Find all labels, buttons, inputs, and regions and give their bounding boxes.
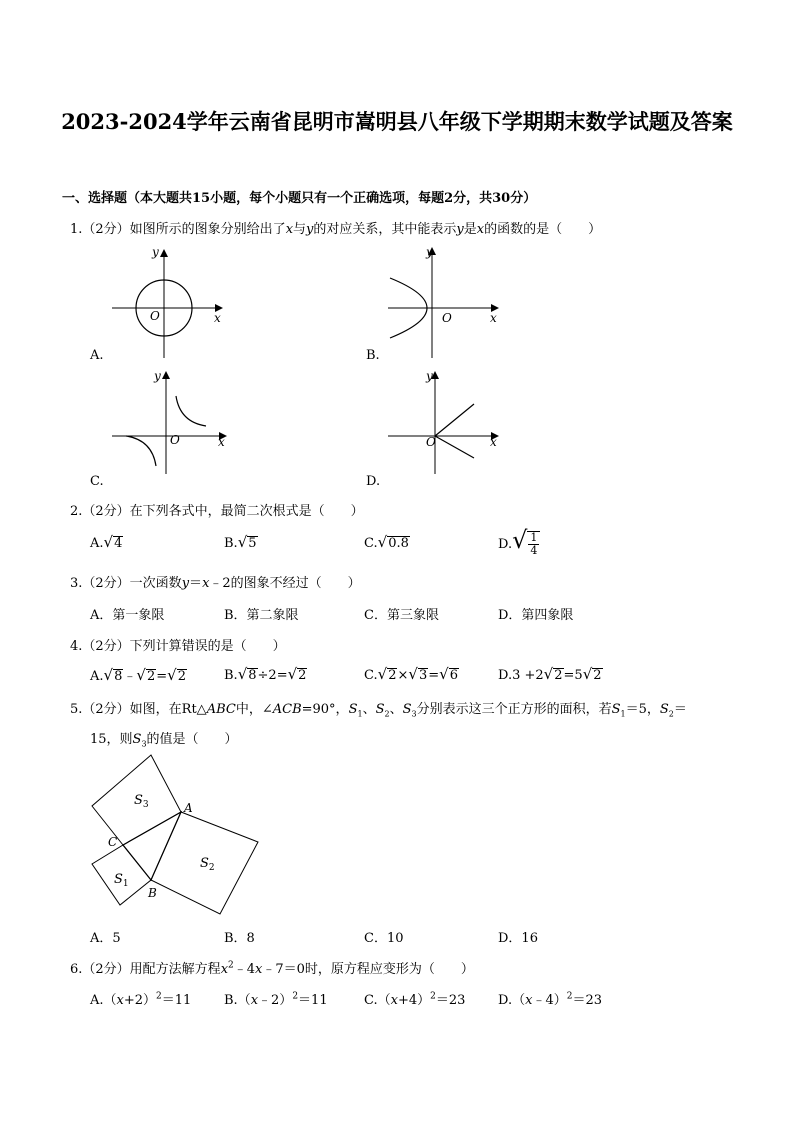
- question-4-stem: 4.（2分）下列计算错误的是（ ）: [70, 639, 286, 654]
- q4-option-a: A.√8﹣√2=√2: [90, 666, 186, 684]
- subscript: 1: [620, 709, 626, 719]
- option-label: D.: [498, 668, 513, 683]
- option-b-label: B.: [366, 348, 380, 363]
- question-2-stem: 2.（2分）在下列各式中，最简二次根式是（ ）: [70, 504, 364, 519]
- q6-text: ﹣7＝0时，原方程应变形为（ ）: [262, 962, 474, 977]
- option-label: B.: [224, 668, 238, 683]
- var-y: y: [456, 222, 464, 237]
- s2-label: $S_2$: [200, 856, 215, 873]
- radicand: 3: [418, 668, 428, 683]
- option-label: D.: [498, 537, 513, 552]
- radicand: 8: [248, 668, 257, 683]
- q5-text: ＝5，: [625, 702, 660, 717]
- q5-option-a: A．5: [90, 931, 121, 946]
- q5-text: =90°，: [301, 702, 349, 717]
- q1-text: 1.（2分）如图所示的图象分别给出了: [70, 222, 286, 237]
- question-3-stem: [70, 572, 361, 591]
- graph-b: [380, 242, 520, 362]
- question-1-stem: [70, 218, 601, 237]
- q4-option-b: B.√8÷2=√2: [224, 665, 307, 683]
- option-c-label: C.: [90, 474, 104, 489]
- var-s: S: [375, 702, 385, 717]
- operator: =: [156, 669, 168, 684]
- subscript: 2: [384, 709, 390, 719]
- option-label: B.（: [224, 993, 251, 1008]
- var-x: x: [255, 962, 263, 977]
- radicand: 2: [554, 668, 563, 683]
- q6-text: ﹣2）: [258, 993, 293, 1008]
- q6-option-c: [364, 989, 465, 1008]
- radicand: 2: [177, 669, 186, 684]
- q6-text: ﹣4: [233, 962, 256, 977]
- axis-x-label: x: [490, 311, 497, 325]
- superscript: 2: [566, 991, 573, 1002]
- operator: =5: [563, 668, 583, 683]
- q3-option-d: D．第四象限: [498, 608, 574, 623]
- q5-text: 分别表示这三个正方形的面积，若: [416, 702, 612, 717]
- var-x: x: [390, 993, 398, 1008]
- q3-text: ＝: [189, 576, 203, 591]
- option-label: B.: [224, 536, 238, 551]
- operator: 3 +2: [512, 668, 544, 683]
- q1-text: 是: [463, 222, 477, 237]
- fraction-denominator: 4: [530, 544, 538, 557]
- option-label: D.（: [498, 993, 526, 1008]
- page-title: 2023-2024学年云南省昆明市嵩明县八年级下学期期末数学试题及答案: [61, 109, 733, 134]
- axis-y-label: y: [426, 369, 433, 383]
- radicand: 2: [146, 669, 156, 684]
- q2-option-c: C.√0.8: [364, 533, 409, 551]
- option-label: A.: [90, 536, 104, 551]
- axis-y-label: y: [154, 369, 161, 383]
- axis-y-label: y: [426, 245, 433, 259]
- question-5-line-2: [90, 728, 238, 749]
- q5-option-d: D．16: [498, 931, 538, 946]
- q1-text: 的对应关系，其中能表示: [313, 222, 457, 237]
- s3-label: $S_3$: [134, 793, 149, 810]
- axis-x-label: x: [218, 435, 225, 449]
- q5-text: 、: [389, 702, 403, 717]
- triangle-abc: [123, 812, 181, 880]
- var-s: S: [348, 702, 358, 717]
- subscript: 1: [357, 709, 363, 719]
- section-heading: 一、选择题（本大题共15小题，每个小题只有一个正确选项，每题2分，共30分）: [62, 191, 537, 206]
- var-x: x: [476, 222, 485, 237]
- option-label: C.: [364, 668, 378, 683]
- axis-x-label: x: [214, 311, 221, 325]
- q6-option-a: [90, 989, 191, 1008]
- q6-text: ＝11: [161, 993, 192, 1008]
- q3-text: ﹣2的图象不经过（ ）: [209, 576, 361, 591]
- q3-option-a: A．第一象限: [90, 608, 165, 623]
- var-x: x: [285, 222, 294, 237]
- var-s: S: [611, 702, 621, 717]
- radicand: 5: [248, 536, 257, 551]
- option-a-label: A.: [90, 348, 104, 363]
- radicand: 0.8: [388, 536, 409, 551]
- subscript: 2: [668, 709, 674, 719]
- point-c-label: C: [108, 835, 118, 849]
- q5-option-b: B．8: [224, 931, 255, 946]
- q5-text: ABC: [206, 702, 236, 717]
- operator: ×: [397, 668, 409, 683]
- var-x: x: [250, 993, 259, 1008]
- axis-y-label: y: [152, 245, 159, 259]
- q6-text: 6.（2分）用配方法解方程: [70, 962, 221, 977]
- option-label: A.: [90, 669, 104, 684]
- radicand: 2: [298, 668, 307, 683]
- origin-label: O: [426, 435, 436, 449]
- q2-option-d: D.√ $\frac{1}{4}$: [498, 526, 540, 557]
- point-b-label: B: [148, 886, 157, 900]
- q4-option-d: D.3 +2√2=5√2: [498, 665, 602, 683]
- option-label: A.（: [90, 993, 117, 1008]
- q6-text: ﹣4）: [532, 993, 567, 1008]
- q5-text: 的值是（ ）: [146, 732, 238, 747]
- q5-text: 、: [362, 702, 376, 717]
- superscript: 2: [430, 991, 436, 1002]
- graph-d: [380, 366, 520, 476]
- q5-text: ＝: [673, 702, 687, 717]
- operator: ﹣: [123, 669, 137, 684]
- graph-a: [100, 242, 240, 362]
- radicand: 8: [114, 669, 123, 684]
- superscript: 2: [292, 991, 299, 1002]
- q3-option-c: C．第三象限: [364, 608, 439, 623]
- q6-text: ＝23: [435, 993, 466, 1008]
- s1-label: $S_1$: [114, 872, 129, 889]
- var-x: x: [525, 993, 533, 1008]
- radicand: 2: [593, 668, 602, 683]
- q6-option-d: [498, 989, 602, 1008]
- var-x: x: [220, 962, 229, 977]
- question-5-line-1: [70, 698, 687, 719]
- q3-option-b: B．第二象限: [224, 608, 299, 623]
- var-s: S: [402, 702, 412, 717]
- var-x: x: [116, 993, 124, 1008]
- subscript: 3: [141, 739, 147, 749]
- origin-label: O: [170, 433, 180, 447]
- q5-text: 15，则: [90, 732, 133, 747]
- q1-text: 的函数的是（ ）: [484, 222, 602, 237]
- origin-label: O: [442, 311, 452, 325]
- q6-text: ＝23: [572, 993, 602, 1008]
- var-y: y: [181, 576, 190, 591]
- var-s: S: [132, 732, 142, 747]
- point-a-label: A: [184, 801, 193, 815]
- option-d-label: D.: [366, 474, 381, 489]
- q6-text: +2）: [123, 993, 157, 1008]
- superscript: 2: [156, 991, 162, 1002]
- fraction-numerator: 1: [530, 531, 538, 544]
- option-label: C.: [364, 536, 378, 551]
- var-s: S: [659, 702, 669, 717]
- radicand: 4: [114, 536, 123, 551]
- q5-option-c: C．10: [364, 931, 404, 946]
- q6-text: ＝11: [298, 993, 328, 1008]
- q5-text: 中，∠: [235, 702, 273, 717]
- subscript: 3: [411, 709, 417, 719]
- operator: =: [428, 668, 440, 683]
- q6-text: +4）: [397, 993, 431, 1008]
- radicand: 6: [449, 668, 458, 683]
- radicand: 2: [388, 668, 397, 683]
- axis-x-label: x: [490, 435, 497, 449]
- var-x: x: [202, 576, 210, 591]
- operator: ÷2=: [257, 668, 288, 683]
- graph-c: [104, 366, 244, 476]
- q1-text: 与: [293, 222, 307, 237]
- option-label: C.（: [364, 993, 391, 1008]
- q3-text: 3.（2分）一次函数: [70, 576, 182, 591]
- q2-option-b: B.√5: [224, 533, 257, 551]
- q4-option-c: C.√2×√3=√6: [364, 665, 458, 683]
- q5-figure: [80, 750, 280, 920]
- q6-option-b: [224, 989, 328, 1008]
- question-6-stem: [70, 958, 474, 977]
- superscript: 2: [228, 960, 234, 971]
- q5-text: 5.（2分）如图，在Rt△: [70, 702, 207, 717]
- var-y: y: [306, 222, 314, 237]
- q5-text: ACB: [272, 702, 302, 717]
- origin-label: O: [150, 309, 160, 323]
- q2-option-a: A.√4: [90, 533, 123, 551]
